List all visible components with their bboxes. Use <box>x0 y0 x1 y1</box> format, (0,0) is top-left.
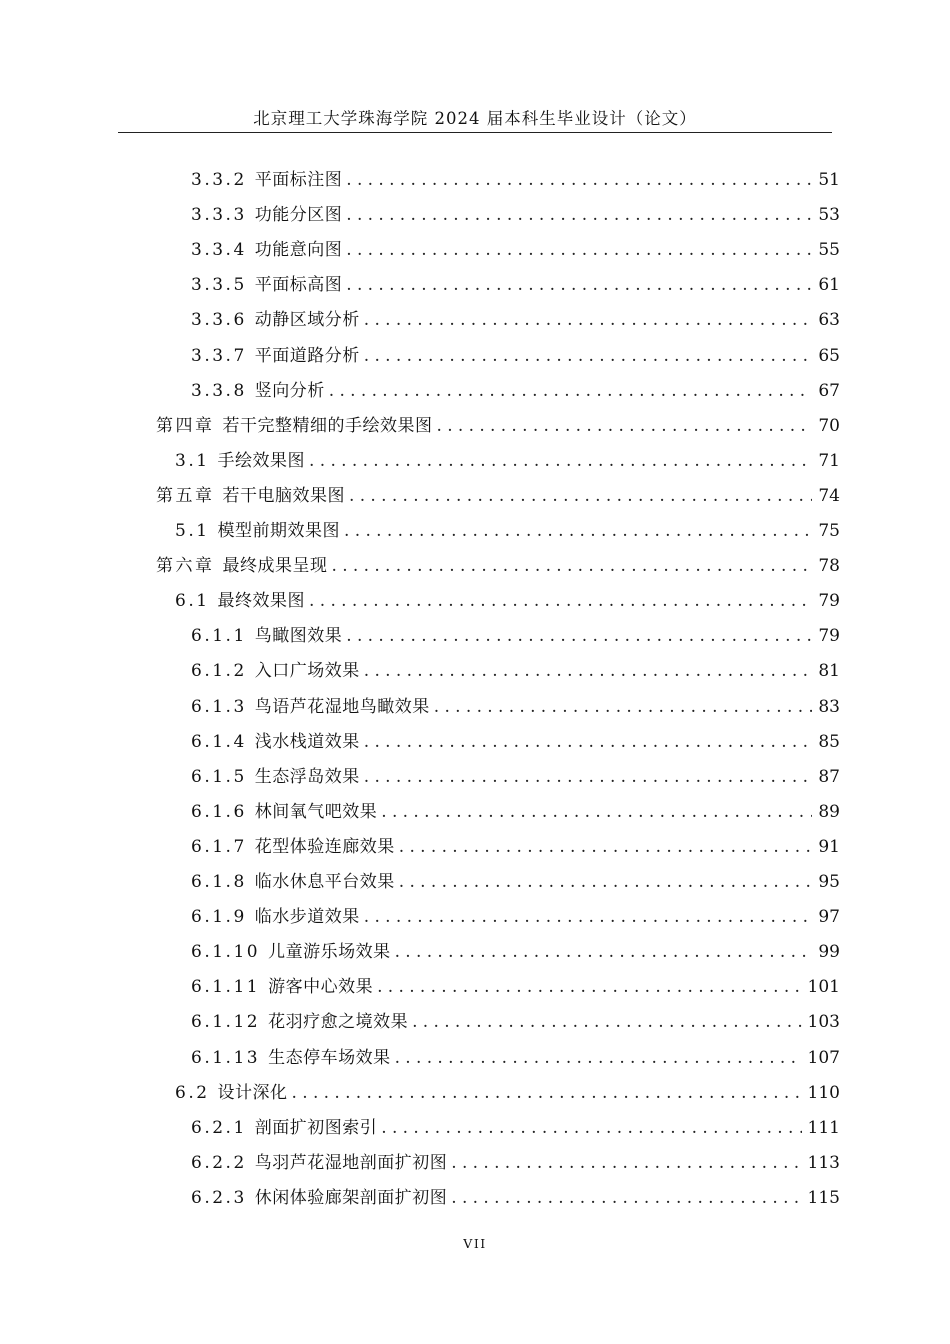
toc-dot-leader <box>346 233 812 268</box>
toc-entry-number: 6.1.5 <box>191 766 247 787</box>
toc-entry-page: 103 <box>807 1012 840 1033</box>
toc-entry-number: 6.1.13 <box>191 1047 261 1068</box>
toc-entry-number: 6.1.7 <box>191 836 247 857</box>
toc-entry-title: 临水步道效果 <box>254 907 360 928</box>
toc-dot-leader <box>346 198 812 233</box>
toc-entry-page: 83 <box>818 696 840 717</box>
toc-dot-leader <box>451 1181 801 1216</box>
toc-entry-page: 97 <box>818 907 840 928</box>
toc-entry-number: 第四章 <box>156 415 215 436</box>
toc-entry[interactable] <box>191 1146 840 1181</box>
toc-entry-page: 110 <box>807 1082 840 1103</box>
toc-entry[interactable] <box>191 374 840 409</box>
toc-dot-leader <box>364 654 813 689</box>
toc-entry[interactable] <box>191 830 840 865</box>
toc-entry-page: 79 <box>818 591 840 612</box>
toc-entry-number: 6.1.9 <box>191 907 247 928</box>
toc-entry-title: 平面道路分析 <box>254 345 360 366</box>
toc-entry[interactable] <box>156 409 840 444</box>
toc-entry[interactable] <box>191 1181 840 1216</box>
toc-entry-number: 第五章 <box>156 485 215 506</box>
toc-entry-number: 6.2 <box>175 1082 210 1103</box>
toc-entry-title: 花羽疗愈之境效果 <box>268 1012 409 1033</box>
toc-entry-page: 71 <box>818 450 840 471</box>
toc-dot-leader <box>346 619 812 654</box>
toc-entry-number: 3.3.8 <box>191 380 247 401</box>
toc-entry-number: 5.1 <box>175 521 210 541</box>
toc-entry-title: 剖面扩初图索引 <box>254 1117 378 1138</box>
toc-entry-title: 若干电脑效果图 <box>222 485 345 506</box>
toc-entry-number: 6.1.8 <box>191 872 247 892</box>
toc-entry-title: 儿童游乐场效果 <box>268 942 391 963</box>
toc-entry-page: 113 <box>807 1152 840 1173</box>
toc-entry-title: 入口广场效果 <box>254 661 360 682</box>
toc-entry-number: 3.3.2 <box>191 170 247 190</box>
toc-entry-title: 鸟瞰图效果 <box>254 626 343 647</box>
toc-entry-title: 鸟羽芦花湿地剖面扩初图 <box>254 1152 448 1173</box>
toc-dot-leader <box>309 444 812 479</box>
toc-entry[interactable] <box>191 654 840 689</box>
toc-entry-number: 6.1.1 <box>191 626 247 647</box>
toc-entry-page: 61 <box>818 275 840 296</box>
toc-entry-page: 87 <box>818 766 840 787</box>
toc-entry[interactable] <box>175 584 840 619</box>
toc-entry-page: 95 <box>818 872 840 892</box>
toc-dot-leader <box>344 514 812 549</box>
toc-dot-leader <box>451 1146 801 1181</box>
toc-entry[interactable] <box>175 1076 840 1111</box>
toc-dot-leader <box>309 584 812 619</box>
toc-entry-title: 手绘效果图 <box>217 450 306 471</box>
toc-entry-page: 111 <box>807 1117 840 1138</box>
toc-entry-number: 6.2.2 <box>191 1152 247 1173</box>
toc-entry-title: 动静区域分析 <box>254 310 360 331</box>
toc-entry-title: 设计深化 <box>217 1082 288 1103</box>
toc-entry-number: 3.3.6 <box>191 310 247 331</box>
toc-entry-title: 临水休息平台效果 <box>254 872 395 892</box>
toc-dot-leader <box>364 760 813 795</box>
toc-dot-leader <box>364 725 813 760</box>
toc-entry-page: 115 <box>807 1187 840 1208</box>
toc-dot-leader <box>364 339 813 374</box>
toc-entry-title: 最终效果图 <box>217 591 306 612</box>
toc-entry[interactable] <box>191 865 840 900</box>
toc-entry-title: 游客中心效果 <box>268 977 374 998</box>
toc-dot-leader <box>381 795 812 830</box>
toc-dot-leader <box>332 549 813 584</box>
toc-entry[interactable] <box>191 1005 840 1040</box>
toc-entry-page: 107 <box>807 1047 840 1068</box>
toc-entry-number: 6.2.1 <box>191 1117 247 1138</box>
toc-entry-title: 模型前期效果图 <box>217 521 341 541</box>
toc-entry-page: 74 <box>818 485 840 506</box>
toc-entry-page: 101 <box>807 977 840 998</box>
toc-entry-number: 6.1.2 <box>191 661 247 682</box>
toc-dot-leader <box>292 1076 802 1111</box>
toc-dot-leader <box>349 479 812 514</box>
toc-entry-page: 99 <box>818 942 840 963</box>
toc-entry-page: 63 <box>818 310 840 331</box>
toc-dot-leader <box>364 900 813 935</box>
toc-entry-number: 6.1.6 <box>191 801 247 822</box>
toc-entry[interactable] <box>191 303 840 338</box>
toc-entry-title: 鸟语芦花湿地鸟瞰效果 <box>254 696 430 717</box>
toc-entry-page: 79 <box>818 626 840 647</box>
toc-entry[interactable] <box>175 444 840 479</box>
toc-entry[interactable] <box>191 970 840 1005</box>
toc-entry-title: 功能分区图 <box>254 205 343 226</box>
toc-entry-page: 91 <box>818 836 840 857</box>
toc-entry-page: 70 <box>818 415 840 436</box>
toc-entry-number: 6.1.10 <box>191 942 261 963</box>
toc-entry-title: 平面标注图 <box>254 170 343 190</box>
toc-entry[interactable] <box>191 619 840 654</box>
toc-entry[interactable] <box>191 935 840 970</box>
toc-entry-number: 3.3.7 <box>191 345 247 366</box>
toc-entry-number: 3.3.4 <box>191 240 247 261</box>
page-header: 北京理工大学珠海学院 2024 届本科生毕业设计（论文） <box>253 109 697 128</box>
page-number: VII <box>463 1236 487 1251</box>
toc-entry-page: 55 <box>818 240 840 261</box>
toc-entry-title: 竖向分析 <box>254 380 325 401</box>
toc-entry[interactable] <box>191 198 840 233</box>
toc-dot-leader <box>395 1041 802 1076</box>
toc-entry-title: 若干完整精细的手绘效果图 <box>222 415 433 436</box>
toc-entry-page: 85 <box>818 731 840 752</box>
toc-entry-title: 最终成果呈现 <box>222 556 328 577</box>
toc-entry-number: 6.1 <box>175 591 210 612</box>
toc-entry-page: 53 <box>818 205 840 226</box>
toc-entry-page: 51 <box>818 170 840 190</box>
toc-entry[interactable] <box>175 514 840 549</box>
toc-entry-number: 6.1.11 <box>191 977 261 998</box>
toc-entry-number: 6.1.12 <box>191 1012 261 1033</box>
toc-dot-leader <box>395 935 813 970</box>
toc-entry[interactable] <box>191 900 840 935</box>
toc-entry-page: 78 <box>818 556 840 577</box>
toc-entry-page: 81 <box>818 661 840 682</box>
toc-entry-title: 生态停车场效果 <box>268 1047 391 1068</box>
toc-entry-title: 浅水栈道效果 <box>254 731 360 752</box>
toc-entry-number: 6.1.4 <box>191 731 247 752</box>
toc-entry[interactable] <box>191 760 840 795</box>
toc-entry-page: 65 <box>818 345 840 366</box>
toc-dot-leader <box>346 268 812 303</box>
toc-entry[interactable] <box>191 795 840 830</box>
toc-dot-leader <box>377 970 801 1005</box>
toc-entry-number: 6.2.3 <box>191 1187 247 1208</box>
toc-dot-leader <box>381 1111 801 1146</box>
toc-dot-leader <box>364 303 813 338</box>
toc-entry[interactable] <box>191 268 840 303</box>
toc-entry[interactable] <box>191 690 840 725</box>
toc-entry[interactable] <box>191 233 840 268</box>
toc-dot-leader <box>412 1005 801 1040</box>
header-rule <box>118 132 832 133</box>
toc-entry[interactable] <box>191 1041 840 1076</box>
toc-entry-title: 生态浮岛效果 <box>254 766 360 787</box>
toc-entry[interactable] <box>191 1111 840 1146</box>
toc-entry-title: 休闲体验廊架剖面扩初图 <box>254 1187 448 1208</box>
toc-entry[interactable] <box>156 479 840 514</box>
toc-entry-number: 3.3.5 <box>191 275 247 296</box>
toc-entry-title: 林间氧气吧效果 <box>254 801 378 822</box>
toc-entry-page: 67 <box>818 380 840 401</box>
toc-entry-page: 75 <box>818 521 840 541</box>
toc-entry[interactable] <box>191 339 840 374</box>
toc-dot-leader <box>346 163 812 198</box>
toc-dot-leader <box>329 374 813 409</box>
toc-entry-number: 6.1.3 <box>191 696 247 717</box>
toc-dot-leader <box>399 830 813 865</box>
toc-entry-title: 花型体验连廊效果 <box>254 836 395 857</box>
toc-entry-number: 3.1 <box>175 450 210 471</box>
toc-entry-page: 89 <box>818 801 840 822</box>
toc-dot-leader <box>437 409 813 444</box>
toc-entry[interactable] <box>191 725 840 760</box>
toc-dot-leader <box>434 690 813 725</box>
toc-entry[interactable] <box>191 163 840 198</box>
toc-entry-number: 3.3.3 <box>191 205 247 226</box>
toc-entry-title: 功能意向图 <box>254 240 343 261</box>
toc-entry[interactable] <box>156 549 840 584</box>
toc-entry-number: 第六章 <box>156 556 215 577</box>
toc-dot-leader <box>399 865 813 900</box>
toc-entry-title: 平面标高图 <box>254 275 343 296</box>
